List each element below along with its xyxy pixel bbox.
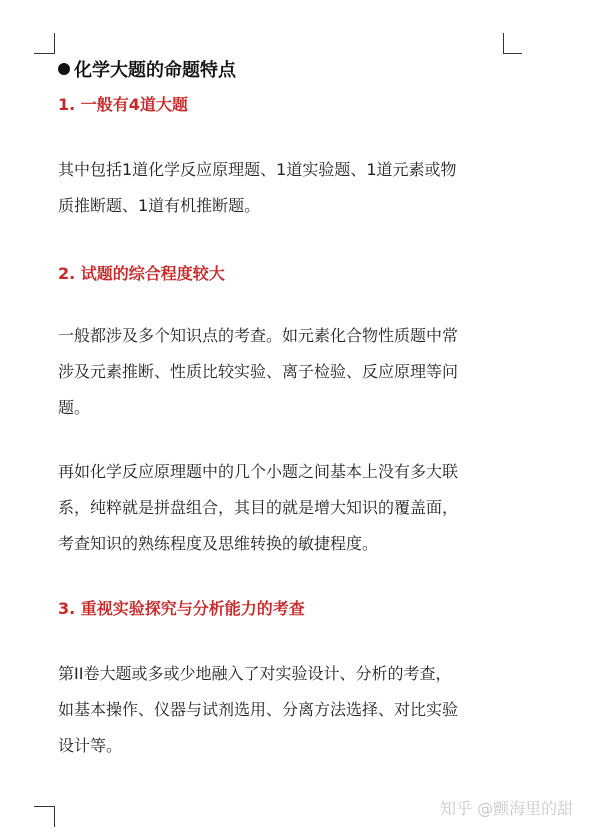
text-line: 一般都涉及多个知识点的考查。如元素化合物性质题中常 — [58, 326, 459, 345]
text-line: 考查知识的熟练程度及思维转换的敏捷程度。 — [58, 534, 379, 553]
section-3-paragraph-1 — [58, 656, 528, 764]
section-1-paragraph-1 — [58, 152, 528, 224]
text-line: 如基本操作、仪器与试剂选用、分离方法选择、对比实验 — [58, 700, 459, 719]
section-title-3: 3. 重视实验探究与分析能力的考查 — [58, 599, 305, 618]
text-line: 设计等。 — [58, 736, 123, 755]
text-line: 涉及元素推断、性质比较实验、离子检验、反应原理等问 — [58, 362, 459, 381]
crop-mark-top-right — [503, 33, 522, 54]
text-line: 质推断题、1道有机推断题。 — [58, 196, 261, 215]
bullet-icon — [58, 63, 70, 75]
watermark: 知乎 @颤海里的甜 — [440, 799, 574, 818]
crop-mark-bottom-left — [34, 806, 55, 827]
crop-mark-top-left — [34, 33, 55, 54]
page-heading-text: 化学大题的命题特点 — [74, 60, 236, 81]
text-line: 系，纯粹就是拼盘组合，其目的就是增大知识的覆盖面， — [58, 498, 459, 517]
section-2-paragraph-2 — [58, 454, 528, 562]
section-title-2: 2. 试题的综合程度较大 — [58, 264, 225, 283]
text-line: 第II卷大题或多或少地融入了对实验设计、分析的考查， — [58, 664, 452, 683]
text-line: 再如化学反应原理题中的几个小题之间基本上没有多大联 — [58, 462, 459, 481]
text-line: 其中包括1道化学反应原理题、1道实验题、1道元素或物 — [58, 160, 457, 179]
section-title-1: 1. 一般有4道大题 — [58, 95, 188, 114]
section-2-paragraph-1 — [58, 318, 528, 426]
text-line: 题。 — [58, 398, 91, 417]
page-heading — [58, 56, 236, 82]
